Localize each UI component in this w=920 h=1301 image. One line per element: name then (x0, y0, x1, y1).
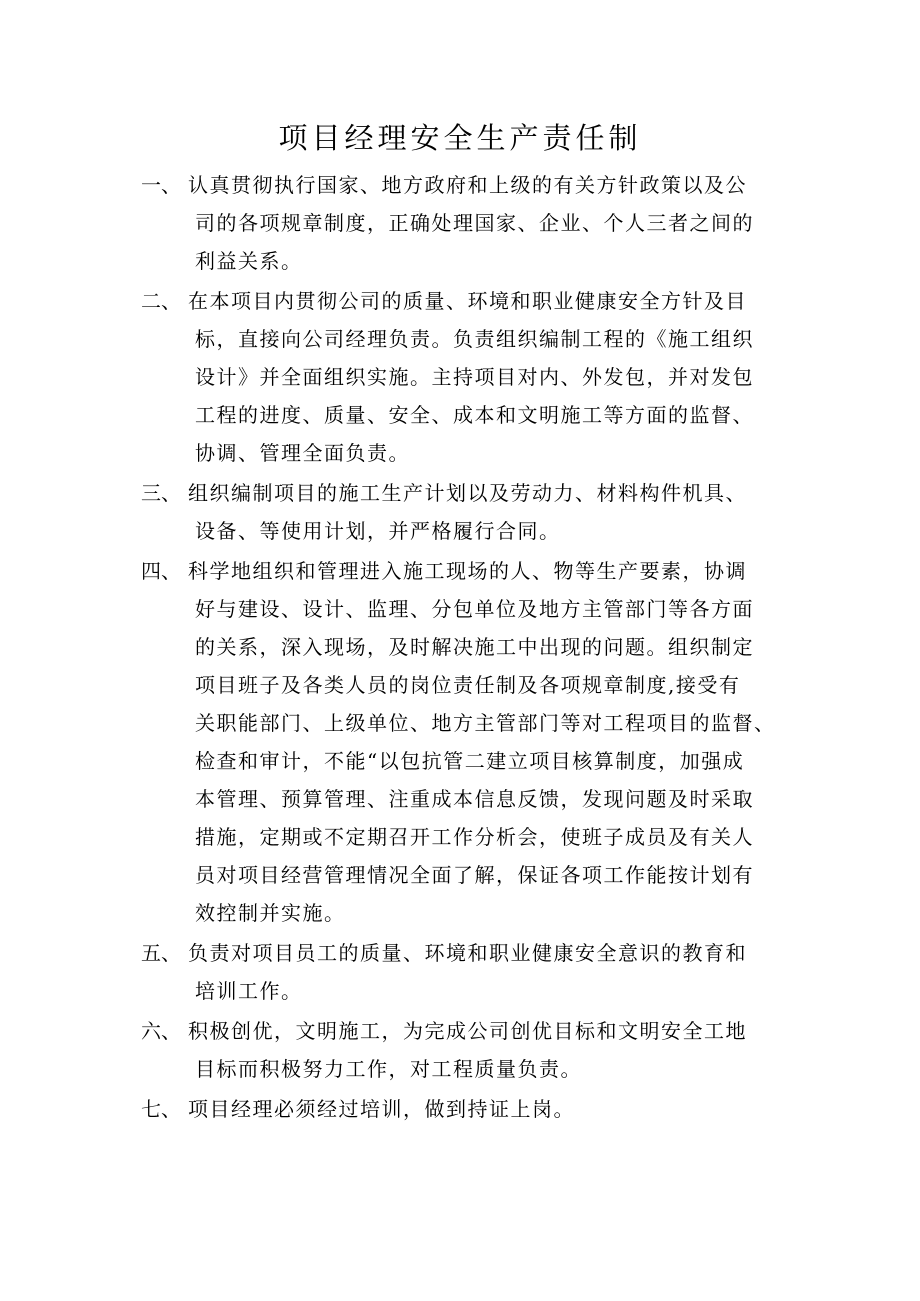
item-text-line: 检查和审计，不能“以包抗管二建立项目核算制度，加强成 (195, 749, 745, 773)
item-text-line: 本管理、预算管理、注重成本信息反馈，发现问题及时采取 (195, 787, 754, 811)
item-number: 三、 (141, 481, 181, 505)
item-text-line: 培训工作。 (195, 979, 303, 1003)
item-text-line: 设计》并全面组织实施。主持项目对内、外发包，并对发包 (195, 365, 754, 389)
item-number: 六、 (141, 1019, 181, 1043)
item-text-line: 的关系，深入现场，及时解决施工中出现的问题。组织制定 (195, 635, 754, 659)
item-text (188, 282, 796, 472)
item-number: 四、 (141, 559, 181, 583)
item-text-line: 目标而积极努力工作，对工程质量负责。 (195, 1057, 582, 1081)
item-text-line: 员对项目经营管理情况全面了解，保证各项工作能按计划有 (195, 863, 754, 887)
item-number: 一、 (141, 173, 181, 197)
item-text-line: 认真贯彻执行国家、地方政府和上级的有关方针政策以及公 (188, 173, 747, 197)
item-text (188, 1090, 796, 1128)
list-item (141, 166, 813, 280)
item-text-line: 司的各项规章制度，正确处理国家、企业、个人三者之间的 (195, 211, 754, 235)
item-number: 五、 (141, 941, 181, 965)
item-text-line: 在本项目内贯彻公司的质量、环境和职业健康安全方针及目 (188, 289, 747, 313)
item-text-line: 工程的进度、质量、安全、成本和文明施工等方面的监督、 (195, 403, 754, 427)
item-text-line: 组织编制项目的施工生产计划以及劳动力、材料构件机具、 (188, 481, 747, 505)
item-text-line: 关职能部门、上级单位、地方主管部门等对工程项目的监督、 (195, 711, 776, 735)
list-item (141, 1090, 813, 1128)
item-text-line: 项目班子及各类人员的岗位责任制及各项规章制度,接受有 (195, 673, 741, 697)
list-item (141, 282, 813, 472)
item-text-line: 积极创优，文明施工，为完成公司创优目标和文明安全工地 (188, 1019, 747, 1043)
item-text (188, 474, 796, 550)
item-text-line: 利益关系。 (195, 249, 303, 273)
item-text-line: 协调、管理全面负责。 (195, 441, 410, 465)
list-item (141, 474, 813, 550)
item-text-line: 负责对项目员工的质量、环境和职业健康安全意识的教育和 (188, 941, 747, 965)
item-text-line: 设备、等使用计划，并严格履行合同。 (195, 519, 561, 543)
item-text (188, 1012, 796, 1088)
item-text-line: 标，直接向公司经理负责。负责组织编制工程的《施工组织 (195, 327, 754, 351)
item-text-line: 效控制并实施。 (195, 901, 346, 925)
item-text (188, 934, 796, 1010)
item-text (188, 166, 796, 280)
item-text-line: 项目经理必须经过培训，做到持证上岗。 (188, 1097, 575, 1121)
item-text (188, 552, 796, 932)
item-text-line: 措施，定期或不定期召开工作分析会，使班子成员及有关人 (195, 825, 754, 849)
list-item (141, 1012, 813, 1088)
responsibility-list (141, 166, 813, 1130)
item-number: 二、 (141, 289, 181, 313)
item-text-line: 好与建设、设计、监理、分包单位及地方主管部门等各方面 (195, 597, 754, 621)
list-item (141, 934, 813, 1010)
list-item (141, 552, 813, 932)
document-title: 项目经理安全生产责任制 (278, 121, 642, 155)
item-text-line: 科学地组织和管理进入施工现场的人、物等生产要素，协调 (188, 559, 747, 583)
item-number: 七、 (141, 1097, 181, 1121)
